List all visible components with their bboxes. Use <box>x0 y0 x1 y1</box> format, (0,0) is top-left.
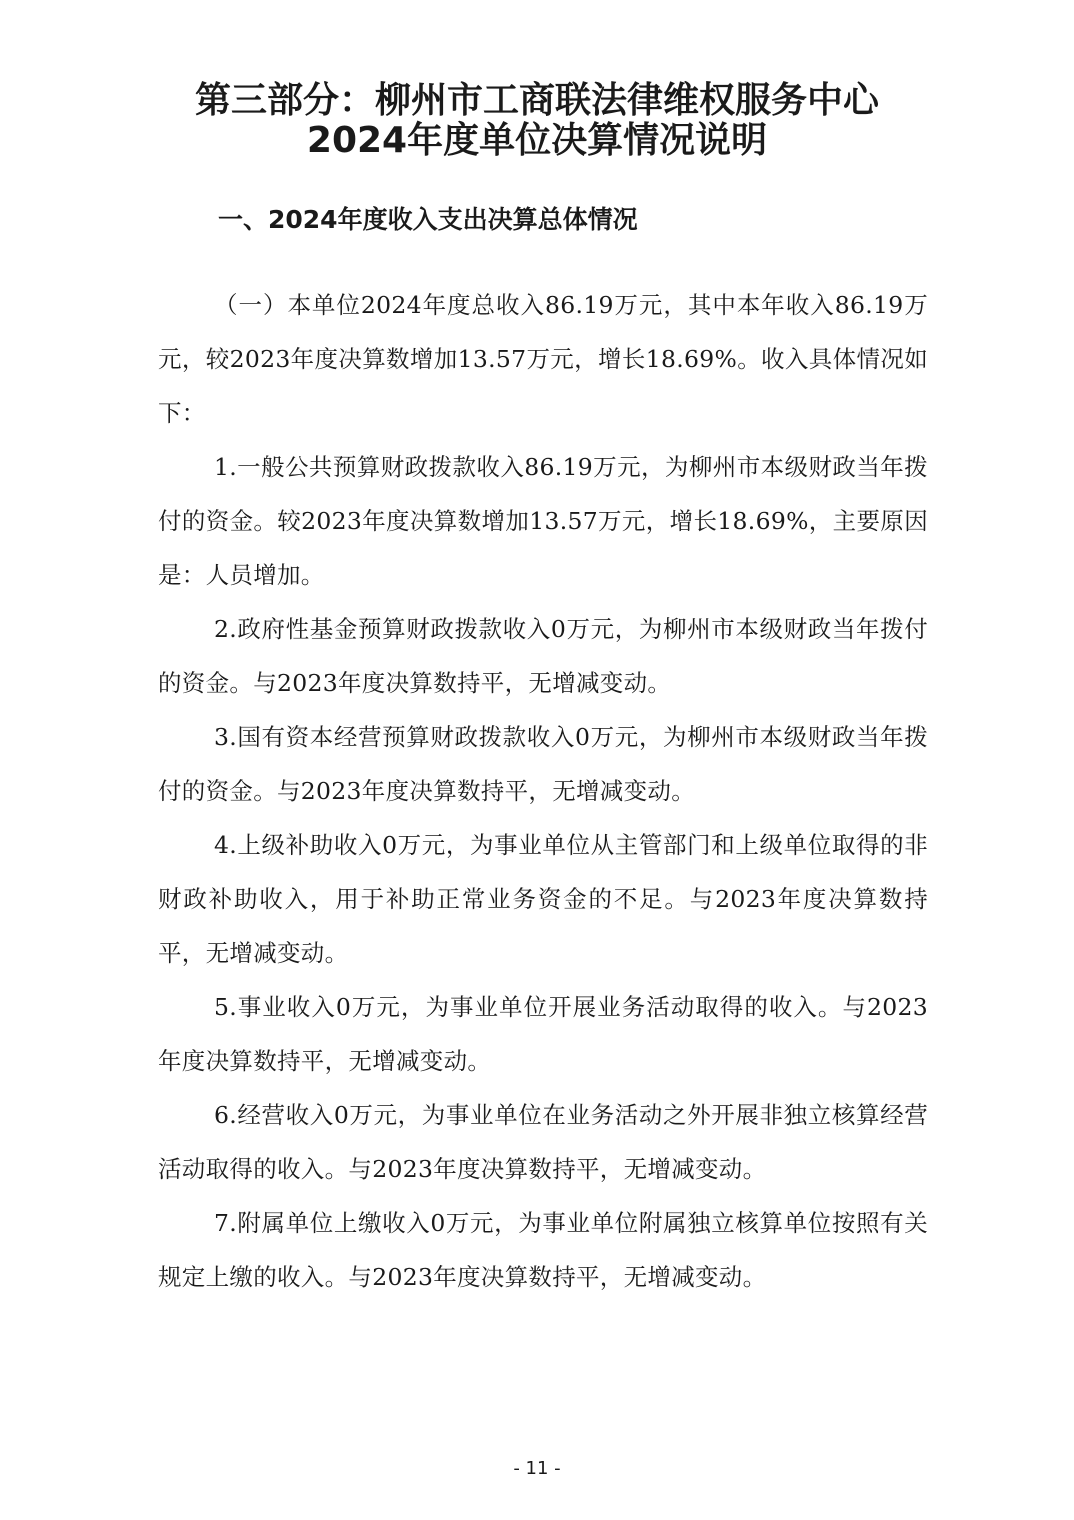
document-title-line-1: 第三部分：柳州市工商联法律维权服务中心 <box>194 80 879 121</box>
paragraph-business-income: 5.事业收入0万元，为事业单位开展业务活动取得的收入。与2023年度决算数持平，无增减变动。 <box>158 993 928 1075</box>
paragraph-general-budget-income: 1.一般公共预算财政拨款收入86.19万元，为柳州市本级财政当年拨付的资金。较2023年度决算数增加13.57万元，增长18.69%，主要原因是：人员增加。 <box>158 453 928 589</box>
document-title-line-2: 2024年度单位决算情况说明 <box>306 120 768 161</box>
paragraph-operating-income: 6.经营收入0万元，为事业单位在业务活动之外开展非独立核算经营活动取得的收入。与2023年度决算数持平，无增减变动。 <box>158 1101 928 1183</box>
paragraph-government-fund-income: 2.政府性基金预算财政拨款收入0万元，为柳州市本级财政当年拨付的资金。与2023年度决算数持平，无增减变动。 <box>158 615 928 697</box>
paragraph-total-income: （一）本单位2024年度总收入86.19万元，其中本年收入86.19万元，较2023年度决算数增加13.57万元，增长18.69%。收入具体情况如下： <box>158 291 928 427</box>
paragraph-state-capital-income: 3.国有资本经营预算财政拨款收入0万元，为柳州市本级财政当年拨付的资金。与2023年度决算数持平，无增减变动。 <box>158 723 928 805</box>
paragraph-affiliated-unit-income: 7.附属单位上缴收入0万元，为事业单位附属独立核算单位按照有关规定上缴的收入。与2023年度决算数持平，无增减变动。 <box>158 1209 928 1291</box>
paragraph-superior-subsidy-income: 4.上级补助收入0万元，为事业单位从主管部门和上级单位取得的非财政补助收入，用于补助正常业务资金的不足。与2023年度决算数持平，无增减变动。 <box>158 831 928 967</box>
section-heading: 一、2024年度收入支出决算总体情况 <box>218 205 638 234</box>
page-number: - 11 - <box>513 1458 561 1479</box>
